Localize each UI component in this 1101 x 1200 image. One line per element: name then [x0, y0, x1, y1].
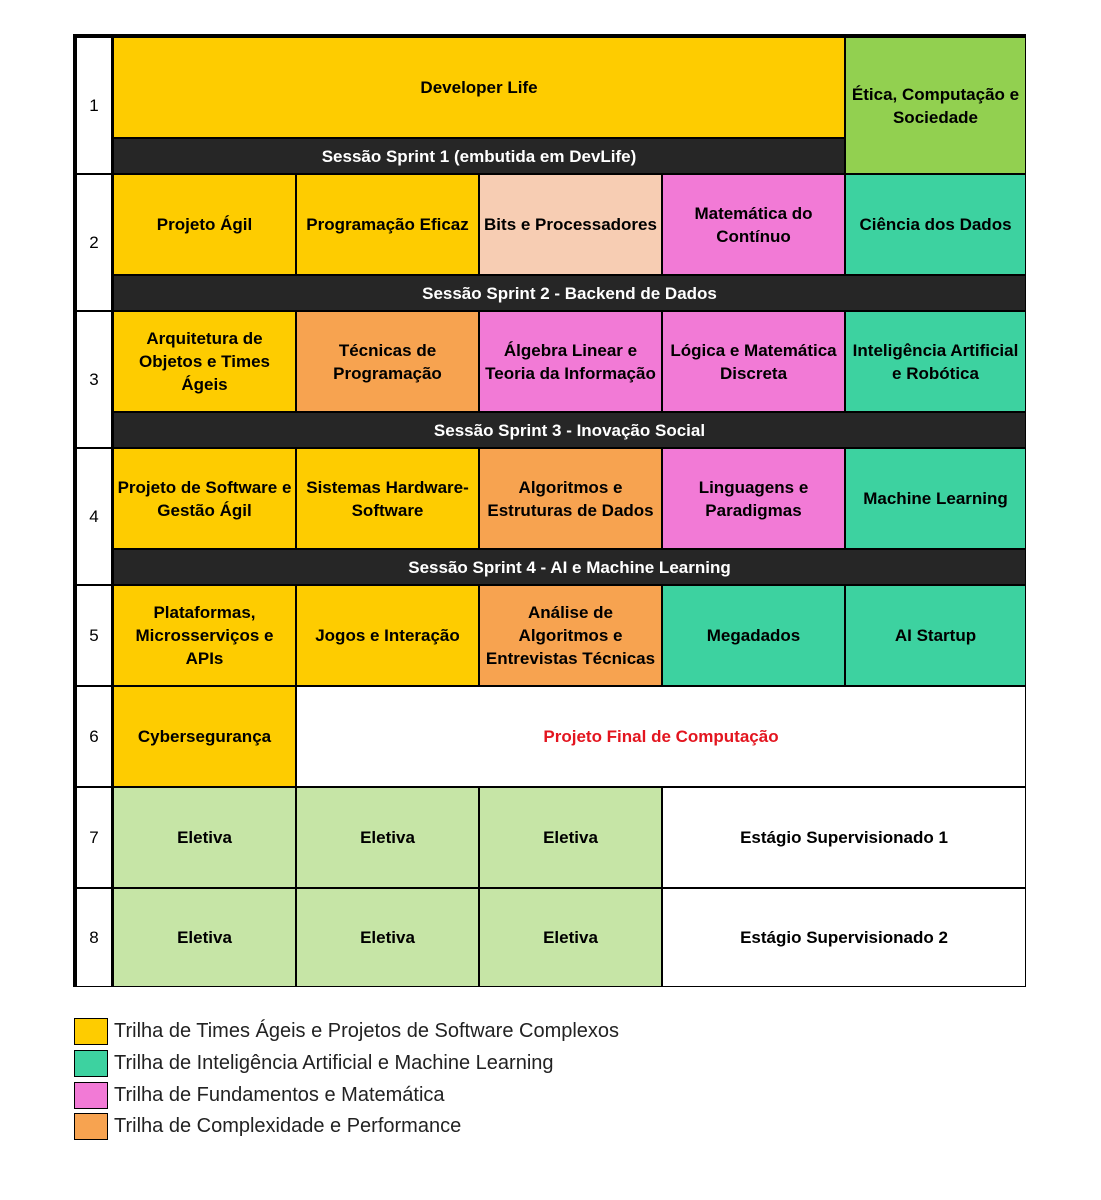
legend-label: Trilha de Inteligência Artificial e Machine Learning	[114, 1052, 554, 1075]
course-etica-computacao-sociedade: Ética, Computação e Sociedade	[845, 37, 1026, 174]
legend-label: Trilha de Times Ágeis e Projetos de Software Complexos	[114, 1020, 620, 1043]
legend-swatch-green	[74, 1050, 108, 1077]
row-number-5: 5	[76, 585, 113, 686]
course-logica-matematica-discreta: Lógica e Matemática Discreta	[662, 311, 845, 412]
course-estagio-supervisionado-1: Estágio Supervisionado 1	[662, 787, 1026, 888]
course-machine-learning: Machine Learning	[845, 448, 1026, 549]
legend-swatch-orange	[74, 1113, 108, 1140]
row-number-7: 7	[76, 787, 113, 888]
sprint-session-2-bar: Sessão Sprint 2 - Backend de Dados	[113, 275, 1026, 311]
sprint-session-4-bar: Sessão Sprint 4 - AI e Machine Learning	[113, 549, 1026, 585]
course-eletiva: Eletiva	[479, 787, 662, 888]
curriculum-grid	[73, 34, 1026, 987]
legend-label: Trilha de Fundamentos e Matemática	[114, 1083, 445, 1106]
course-megadados: Megadados	[662, 585, 845, 686]
course-ai-startup: AI Startup	[845, 585, 1026, 686]
course-programacao-eficaz: Programação Eficaz	[296, 174, 479, 275]
course-eletiva: Eletiva	[296, 888, 479, 987]
course-eletiva: Eletiva	[113, 787, 296, 888]
course-developer-life: Developer Life	[113, 37, 845, 138]
legend	[74, 1016, 619, 1143]
sprint-session-1-bar: Sessão Sprint 1 (embutida em DevLife)	[113, 138, 845, 174]
course-matematica-continuo: Matemática do Contínuo	[662, 174, 845, 275]
course-projeto-agil: Projeto Ágil	[113, 174, 296, 275]
legend-item-times-ageis	[74, 1016, 619, 1048]
sprint-session-3-bar: Sessão Sprint 3 - Inovação Social	[113, 412, 1026, 448]
row-number-1: 1	[76, 37, 113, 174]
course-estagio-supervisionado-2: Estágio Supervisionado 2	[662, 888, 1026, 987]
legend-swatch-pink	[74, 1082, 108, 1109]
course-algoritmos-estruturas-dados: Algoritmos e Estruturas de Dados	[479, 448, 662, 549]
course-linguagens-paradigmas: Linguagens e Paradigmas	[662, 448, 845, 549]
course-jogos-interacao: Jogos e Interação	[296, 585, 479, 686]
course-ciencia-dados: Ciência dos Dados	[845, 174, 1026, 275]
row-number-2: 2	[76, 174, 113, 311]
course-algebra-linear: Álgebra Linear e Teoria da Informação	[479, 311, 662, 412]
course-eletiva: Eletiva	[113, 888, 296, 987]
course-tecnicas-programacao: Técnicas de Programação	[296, 311, 479, 412]
row-number-8: 8	[76, 888, 113, 987]
legend-label: Trilha de Complexidade e Performance	[114, 1115, 462, 1138]
legend-swatch-yellow	[74, 1018, 108, 1045]
row-number-6: 6	[76, 686, 113, 787]
course-plataformas-microsservicos-apis: Plataformas, Microsserviços e APIs	[113, 585, 296, 686]
course-eletiva: Eletiva	[296, 787, 479, 888]
course-eletiva: Eletiva	[479, 888, 662, 987]
row-number-3: 3	[76, 311, 113, 448]
row-number-4: 4	[76, 448, 113, 585]
course-projeto-software-gestao-agil: Projeto de Software e Gestão Ágil	[113, 448, 296, 549]
course-cyberseguranca: Cybersegurança	[113, 686, 296, 787]
legend-item-fundamentos-matematica	[74, 1079, 619, 1111]
course-sistemas-hardware-software: Sistemas Hardware-Software	[296, 448, 479, 549]
course-arquitetura-objetos: Arquitetura de Objetos e Times Ágeis	[113, 311, 296, 412]
legend-item-complexidade-performance	[74, 1111, 619, 1143]
course-bits-processadores: Bits e Processadores	[479, 174, 662, 275]
course-projeto-final-computacao: Projeto Final de Computação	[296, 686, 1026, 787]
course-inteligencia-artificial-robotica: Inteligência Artificial e Robótica	[845, 311, 1026, 412]
legend-item-inteligencia-artificial	[74, 1048, 619, 1080]
course-analise-algoritmos: Análise de Algoritmos e Entrevistas Técnicas	[479, 585, 662, 686]
